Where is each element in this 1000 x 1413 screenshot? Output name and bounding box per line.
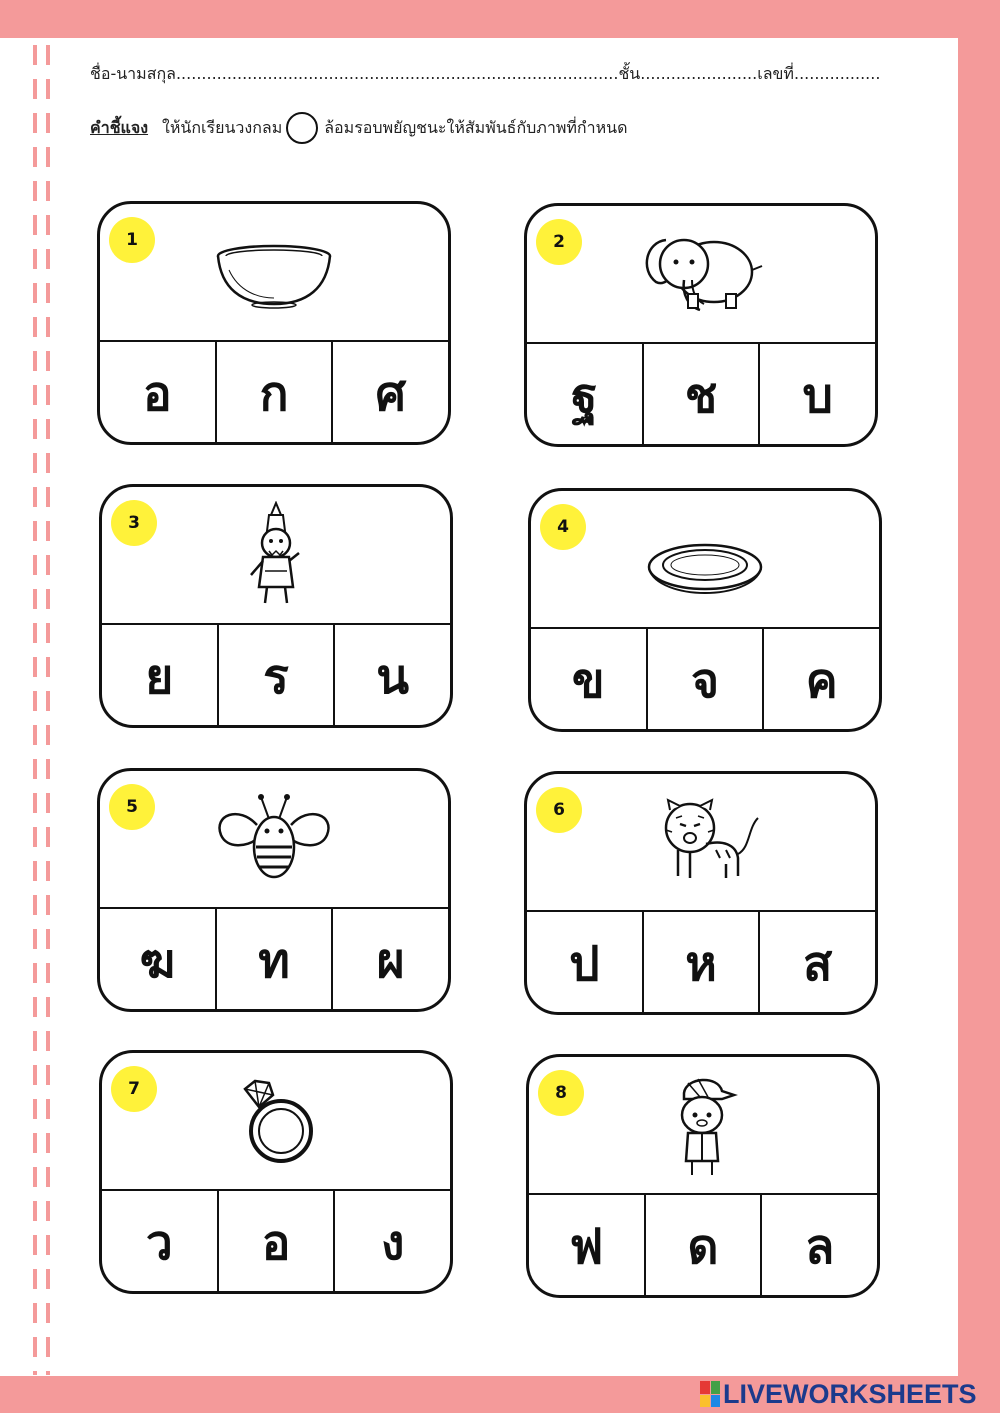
boy-with-cap-icon	[628, 1071, 778, 1179]
brand-name: LIVEWORKSHEETS	[723, 1378, 977, 1409]
letter-choice[interactable]: ก	[217, 340, 334, 445]
question-number: 5	[109, 784, 155, 830]
instructions	[90, 112, 627, 144]
letter-choice[interactable]: ร	[219, 623, 336, 728]
letter-choices	[102, 1189, 450, 1294]
letter-choice[interactable]: ฆ	[100, 907, 217, 1012]
picture-area	[102, 487, 450, 625]
stitch-line-left	[33, 45, 37, 1375]
letter-choice[interactable]: ข	[531, 627, 648, 732]
letter-choice[interactable]: อ	[100, 340, 217, 445]
picture-area	[527, 774, 875, 912]
liveworksheets-logo	[700, 1378, 977, 1410]
letter-choice[interactable]: ช	[644, 342, 761, 447]
letter-choices	[531, 627, 879, 732]
ring-icon	[201, 1067, 351, 1175]
question-card-2	[524, 203, 878, 447]
letter-choice[interactable]: ป	[527, 910, 644, 1015]
question-number: 7	[111, 1066, 157, 1112]
question-card-5	[97, 768, 451, 1012]
letter-choice[interactable]: ย	[102, 623, 219, 728]
question-card-6	[524, 771, 878, 1015]
picture-area	[531, 491, 879, 629]
question-card-3	[99, 484, 453, 728]
tiger-icon	[626, 788, 776, 896]
letter-choice[interactable]: ล	[804, 1219, 835, 1275]
letter-choice[interactable]: ห	[644, 910, 761, 1015]
letter-choice[interactable]: ผ	[376, 933, 405, 989]
giant-icon	[201, 501, 351, 609]
stitch-line-right	[46, 45, 50, 1375]
question-number: 4	[540, 504, 586, 550]
letter-choice[interactable]: จ	[648, 627, 765, 732]
elephant-icon	[626, 220, 776, 328]
letter-choice[interactable]: ฟ	[529, 1193, 646, 1298]
plate-icon	[630, 505, 780, 613]
question-number: 3	[111, 500, 157, 546]
question-card-7	[99, 1050, 453, 1294]
letter-choice[interactable]: ค	[805, 653, 838, 709]
picture-area	[102, 1053, 450, 1191]
picture-area	[100, 771, 448, 909]
letter-choices	[527, 342, 875, 447]
logo-badge-icon	[700, 1381, 720, 1407]
letter-choices	[100, 907, 448, 1012]
bowl-icon	[199, 218, 349, 326]
bee-icon	[199, 785, 349, 893]
letter-choice[interactable]: ฐ	[527, 342, 644, 447]
instructions-label: คำชี้แจง	[90, 117, 149, 137]
letter-choice[interactable]: ว	[102, 1189, 219, 1294]
instructions-text-after: ล้อมรอบพยัญชนะให้สัมพันธ์กับภาพที่กำหนด	[324, 117, 628, 137]
letter-choice[interactable]: น	[376, 649, 410, 705]
letter-choice[interactable]: บ	[802, 368, 833, 424]
question-card-4	[528, 488, 882, 732]
question-card-8	[526, 1054, 880, 1298]
question-card-1	[97, 201, 451, 445]
question-number: 2	[536, 219, 582, 265]
letter-choice[interactable]: อ	[219, 1189, 336, 1294]
letter-choice[interactable]: ง	[380, 1215, 405, 1271]
picture-area	[527, 206, 875, 344]
picture-area	[529, 1057, 877, 1195]
instructions-text-before: ให้นักเรียนวงกลม	[162, 117, 283, 137]
letter-choice[interactable]: ส	[803, 936, 833, 992]
letter-choices	[100, 340, 448, 445]
letter-choices	[529, 1193, 877, 1298]
letter-choice[interactable]: ด	[646, 1193, 763, 1298]
question-number: 8	[538, 1070, 584, 1116]
picture-area	[100, 204, 448, 342]
letter-choices	[527, 910, 875, 1015]
circle-symbol-icon	[286, 112, 318, 144]
letter-choices	[102, 623, 450, 728]
question-number: 1	[109, 217, 155, 263]
question-number: 6	[536, 787, 582, 833]
student-info-line: ชื่อ-นามสกุล.......................................................................................ชั้น.......................เลขที่.................	[90, 64, 881, 83]
letter-choice[interactable]: ท	[217, 907, 334, 1012]
letter-choice[interactable]: ศ	[375, 366, 406, 422]
